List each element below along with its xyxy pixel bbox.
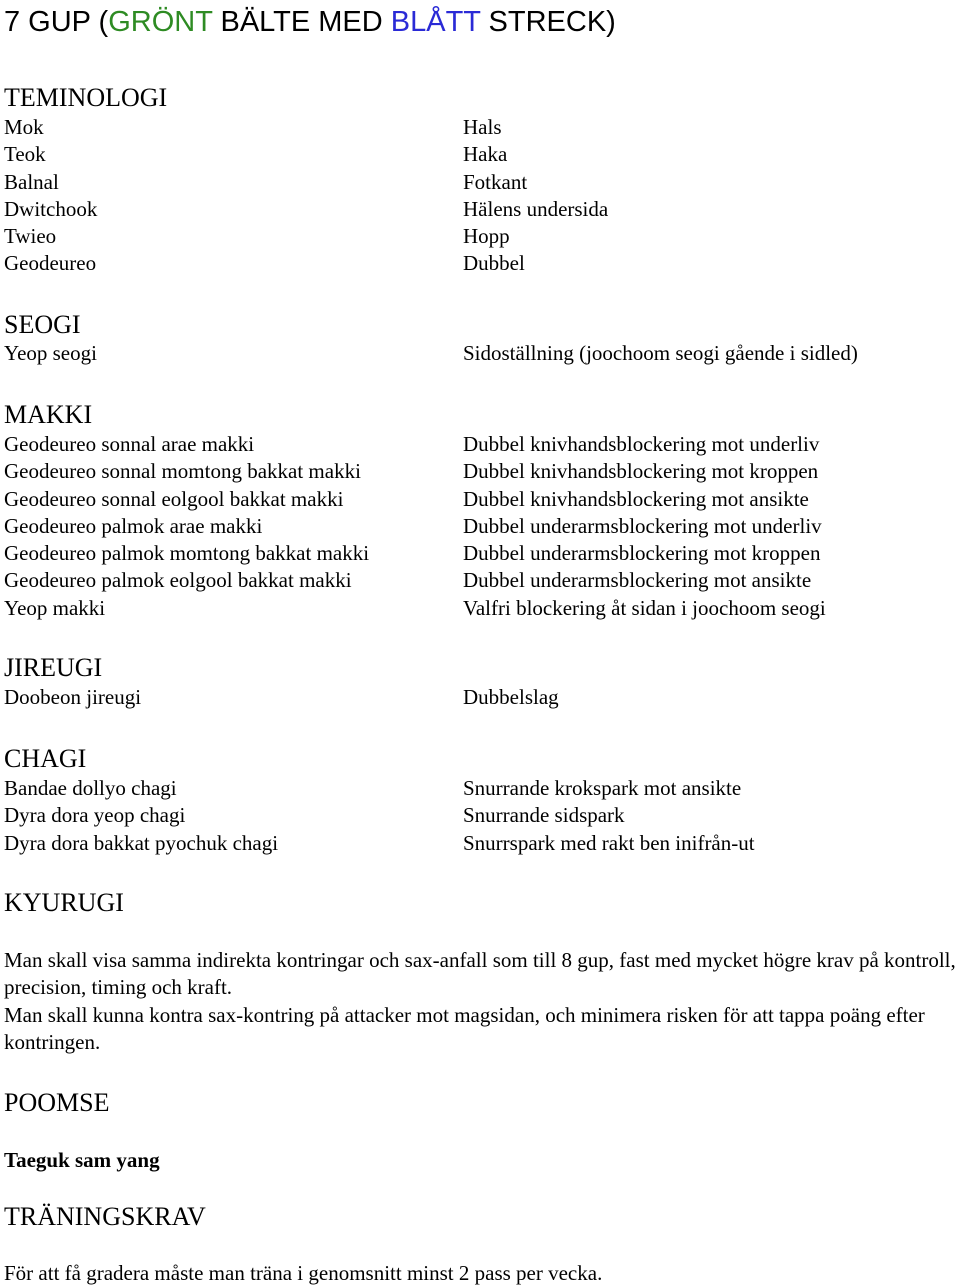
jireugi-translations [463, 684, 559, 711]
translation-item: Valfri blockering åt sidan i joochoom seogi [463, 595, 826, 620]
term-item: Geodeureo palmok eolgool bakkat makki [4, 568, 352, 593]
title-blue-word: BLÅTT [390, 6, 481, 38]
term-item: Twieo [4, 224, 57, 249]
translation-item: Dubbel underarmsblockering mot kroppen [463, 541, 821, 566]
translation-item: Hopp [463, 224, 510, 249]
translation-item: Dubbelslag [463, 685, 559, 709]
translation-item: Hals [463, 115, 502, 139]
translation-item: Snurrspark med rakt ben inifrån-ut [463, 830, 755, 855]
term-item: Dyra dora bakkat pyochuk chagi [4, 830, 279, 855]
term-item: Mok [4, 115, 44, 139]
title-prefix: 7 GUP ( [4, 6, 109, 38]
translation-item: Sidoställning (joochoom seogi gående i sidled) [463, 341, 858, 365]
term-item: Geodeureo sonnal eolgool bakkat makki [4, 486, 344, 511]
section-heading-terminologi: TEMINOLOGI [4, 83, 168, 112]
makki-terms [4, 431, 369, 622]
term-item: Balnal [4, 169, 59, 194]
section-heading-traningskrav: TRÄNINGSKRAV [4, 1202, 206, 1231]
page-title [4, 2, 616, 42]
section-heading-makki: MAKKI [4, 400, 93, 429]
translation-item: Dubbel knivhandsblockering mot kroppen [463, 459, 819, 484]
term-item: Yeop seogi [4, 341, 97, 365]
title-green-word: GRÖNT [108, 6, 213, 38]
term-item: Geodeureo palmok momtong bakkat makki [4, 541, 370, 566]
makki-translations [463, 431, 826, 622]
terminologi-terms [4, 114, 97, 278]
translation-item: Hälens undersida [463, 196, 609, 221]
title-middle: BÄLTE MED [212, 6, 391, 38]
term-item: Geodeureo sonnal arae makki [4, 432, 255, 456]
term-item: Yeop makki [4, 595, 106, 620]
translation-item: Dubbel underarmsblockering mot underliv [463, 513, 822, 538]
term-item: Dyra dora yeop chagi [4, 803, 186, 828]
term-item: Geodeureo palmok arae makki [4, 513, 263, 538]
section-heading-chagi: CHAGI [4, 744, 87, 773]
translation-item: Snurrande krokspark mot ansikte [463, 776, 742, 800]
translation-item: Snurrande sidspark [463, 803, 625, 828]
kyurugi-paragraph: Man skall kunna kontra sax-kontring på attacker mot magsidan, och minimera risken för att tappa poäng efter kontringen. [4, 1003, 925, 1055]
translation-item: Dubbel knivhandsblockering mot ansikte [463, 486, 809, 511]
traningskrav-text: För att få gradera måste man träna i genomsnitt minst 2 pass per vecka. [4, 1261, 603, 1285]
term-item: Geodeureo [4, 251, 97, 276]
term-item: Bandae dollyo chagi [4, 776, 177, 800]
translation-item: Dubbel knivhandsblockering mot underliv [463, 432, 820, 456]
jireugi-terms [4, 684, 141, 711]
title-suffix: STRECK) [480, 6, 616, 38]
section-heading-poomse: POOMSE [4, 1088, 110, 1117]
kyurugi-paragraph: Man skall visa samma indirekta kontringar och sax-anfall som till 8 gup, fast med mycket högre krav på kontroll, precision, timing och kraft. [4, 948, 956, 1000]
term-item: Dwitchook [4, 196, 98, 221]
translation-item: Haka [463, 142, 508, 167]
chagi-terms [4, 775, 278, 857]
translation-item: Dubbel [463, 251, 525, 276]
section-heading-seogi: SEOGI [4, 310, 81, 339]
poomse-name: Taeguk sam yang [4, 1148, 160, 1172]
term-item: Teok [4, 142, 46, 167]
terminologi-translations [463, 114, 608, 278]
term-item: Geodeureo sonnal momtong bakkat makki [4, 459, 361, 484]
section-heading-jireugi: JIREUGI [4, 653, 103, 682]
translation-item: Dubbel underarmsblockering mot ansikte [463, 568, 812, 593]
translation-item: Fotkant [463, 169, 528, 194]
chagi-translations [463, 775, 755, 857]
seogi-terms [4, 340, 97, 367]
seogi-translations [463, 340, 858, 367]
term-item: Doobeon jireugi [4, 685, 142, 709]
section-heading-kyurugi: KYURUGI [4, 888, 124, 917]
